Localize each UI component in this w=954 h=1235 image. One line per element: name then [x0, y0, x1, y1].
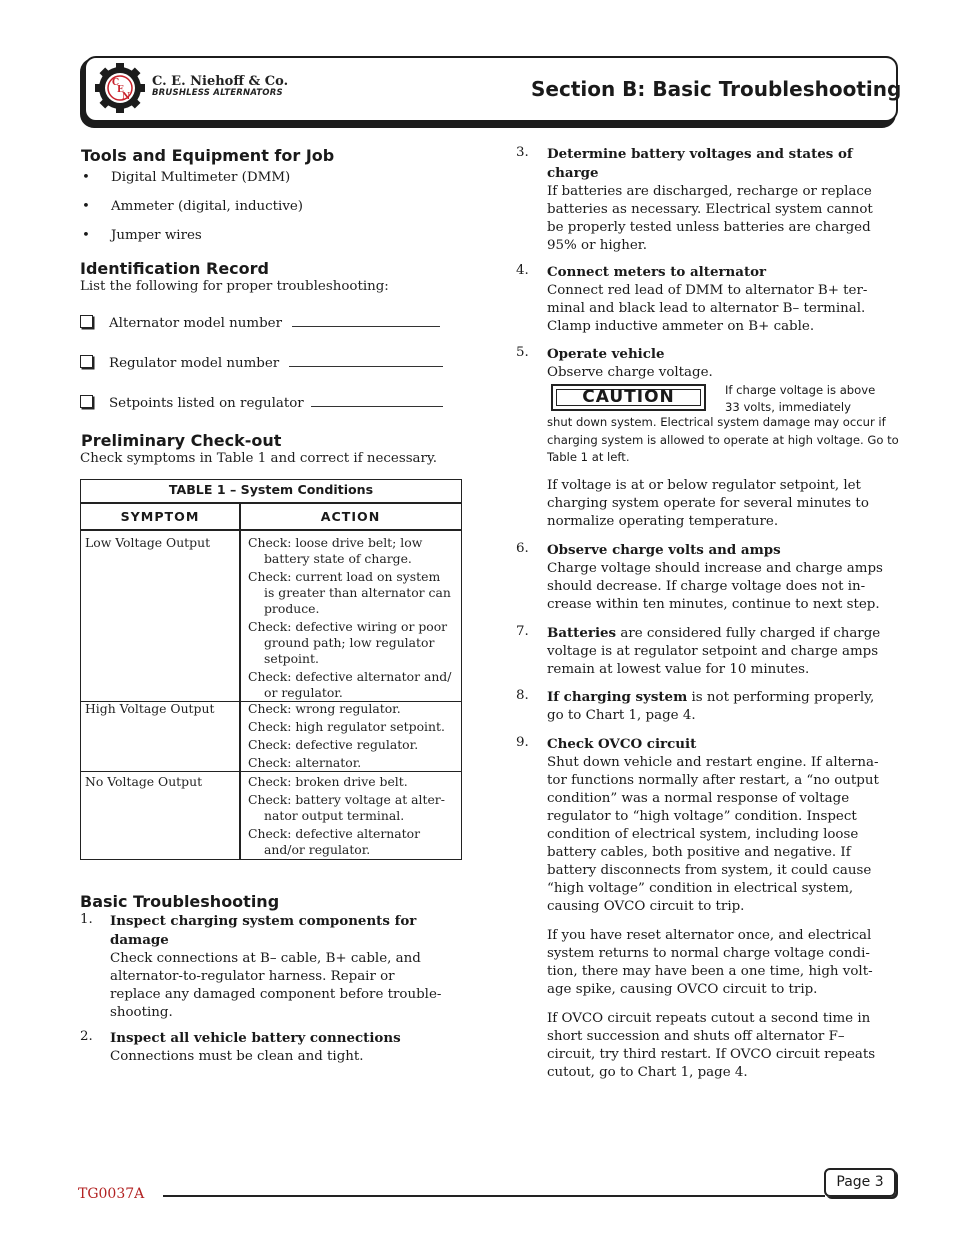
table-header-action: ACTION	[320, 509, 381, 524]
table-column-divider	[239, 502, 241, 859]
table-rule	[81, 771, 461, 772]
table-header-symptom: SYMPTOM	[120, 509, 200, 524]
page-number: Page 3	[836, 1174, 884, 1190]
table-title: TABLE 1 – System Conditions	[168, 482, 374, 497]
step-number: 9.	[516, 735, 529, 750]
company-name: C. E. Niehoff & Co.	[152, 74, 289, 89]
precheck-intro: Check symptoms in Table 1 and correct if necessary.	[80, 451, 437, 466]
list-item: • Digital Multimeter (DMM)	[82, 170, 291, 185]
step-6: Observe charge volts and amps Charge voltage should increase and charge amps should decrease. If charge voltage does not in- crease within ten minutes, continue to next step.	[547, 542, 883, 612]
step-number: 8.	[516, 688, 529, 703]
company-tagline: BRUSHLESS ALTERNATORS	[152, 88, 283, 98]
table-rule	[81, 502, 461, 504]
table-rule	[81, 529, 461, 531]
caution-text-full: shut down system. Electrical system damage may occur if charging system is allowed to operate at high voltage. Go to Table 1 at left.	[547, 415, 899, 464]
checkbox-icon[interactable]	[80, 355, 93, 368]
precheck-heading: Preliminary Check-out	[81, 431, 282, 450]
fill-in-line	[289, 354, 443, 367]
table-cell-symptom: No Voltage Output	[85, 774, 203, 789]
step-8: If charging system is not performing properly, go to Chart 1, page 4.	[547, 689, 875, 723]
step-number: 2.	[80, 1029, 93, 1044]
table-cell-symptom: Low Voltage Output	[85, 535, 211, 550]
step-4: Connect meters to alternator Connect red lead of DMM to alternator B+ ter- minal and black lead to alternator B– terminal. Clamp inductive ammeter on B+ cable.	[547, 264, 868, 334]
list-item: • Jumper wires	[82, 228, 202, 243]
step-3: Determine battery voltages and states of charge If batteries are discharged, recharge or replace batteries as necessary. Electrical system cannot be properly tested unless batteries are charged 95% or higher.	[547, 146, 873, 253]
checklist-item-alternator-model: Alternator model number	[80, 314, 440, 331]
logo-letter-c: C	[112, 78, 120, 88]
step-5: Operate vehicle Observe charge voltage.	[547, 346, 713, 380]
basic-troubleshooting-heading: Basic Troubleshooting	[80, 892, 280, 911]
tools-heading: Tools and Equipment for Job	[81, 146, 335, 165]
identification-intro: List the following for proper troubleshooting:	[80, 279, 389, 294]
step-9: Check OVCO circuit Shut down vehicle and restart engine. If alterna- tor functions normally after restart, a “no output condition” was a normal response of voltage regulator to “high voltage” condition. Inspect condition of electrical system, including loose battery cables, both positive and negative. If battery disconnects from system, it could cause “high voltage” condition in electrical system, causing OVCO circuit to trip. If you have reset alternator once, and electrical system returns to normal charge voltage condi- tion, there may have been a one time, high volt- age spike, causing OVCO circuit to trip. If OVCO circuit repeats cutout a second time in short succession and shuts off alternator F– circuit, try third restart. If OVCO circuit repeats cutout, go to Chart 1, page 4.	[547, 736, 879, 1080]
step-number: 4.	[516, 263, 529, 278]
step-number: 5.	[516, 345, 529, 360]
step-number: 1.	[80, 912, 93, 927]
step-2: Inspect all vehicle battery connections Connections must be clean and tight.	[110, 1030, 401, 1064]
caution-text-side: If charge voltage is above 33 volts, immediately	[725, 383, 876, 414]
niehoff-gear-logo-icon	[92, 60, 148, 116]
step-number: 6.	[516, 541, 529, 556]
table-cell-action: Check: broken drive belt. Check: battery voltage at alter- nator output terminal. Check: defective alternator and/or regulator.	[248, 774, 445, 857]
checkbox-icon[interactable]	[80, 395, 93, 408]
list-item: • Ammeter (digital, inductive)	[82, 199, 304, 214]
checkbox-icon[interactable]	[80, 315, 93, 328]
logo-letter-n: N	[122, 92, 131, 102]
checklist-item-regulator-model: Regulator model number	[80, 354, 443, 371]
step-1: Inspect charging system components for damage Check connections at B– cable, B+ cable, and alternator-to-regulator harness. Repair or replace any damaged component before trouble- shooting.	[110, 913, 442, 1020]
logo-letter-e: E	[117, 85, 124, 95]
identification-heading: Identification Record	[80, 259, 269, 278]
fill-in-line	[292, 314, 440, 327]
step-number: 3.	[516, 145, 529, 160]
section-title: Section B: Basic Troubleshooting	[531, 77, 902, 101]
footer-rule	[163, 1195, 825, 1197]
step-number: 7.	[516, 624, 529, 639]
checklist-item-setpoints: Setpoints listed on regulator	[80, 394, 443, 411]
table-cell-action: Check: loose drive belt; low battery state of charge. Check: current load on system is greater than alternator can produce. Check: defective wiring or poor ground path; low regulator setpoint. Check: defective alternator and/ or regulator.	[248, 535, 452, 700]
fill-in-line	[311, 394, 443, 407]
step-7: Batteries are considered fully charged if charge voltage is at regulator setpoint and charge amps remain at lowest value for 10 minutes.	[547, 625, 881, 677]
table-cell-symptom: High Voltage Output	[85, 701, 215, 716]
caution-label: CAUTION	[582, 387, 675, 407]
table-cell-action: Check: wrong regulator. Check: high regulator setpoint. Check: defective regulator. Check: alternator.	[248, 701, 445, 770]
step-5-followup: If voltage is at or below regulator setpoint, let charging system operate for several minutes to normalize operating temperature.	[547, 478, 869, 529]
document-id: TG0037A	[78, 1186, 145, 1202]
